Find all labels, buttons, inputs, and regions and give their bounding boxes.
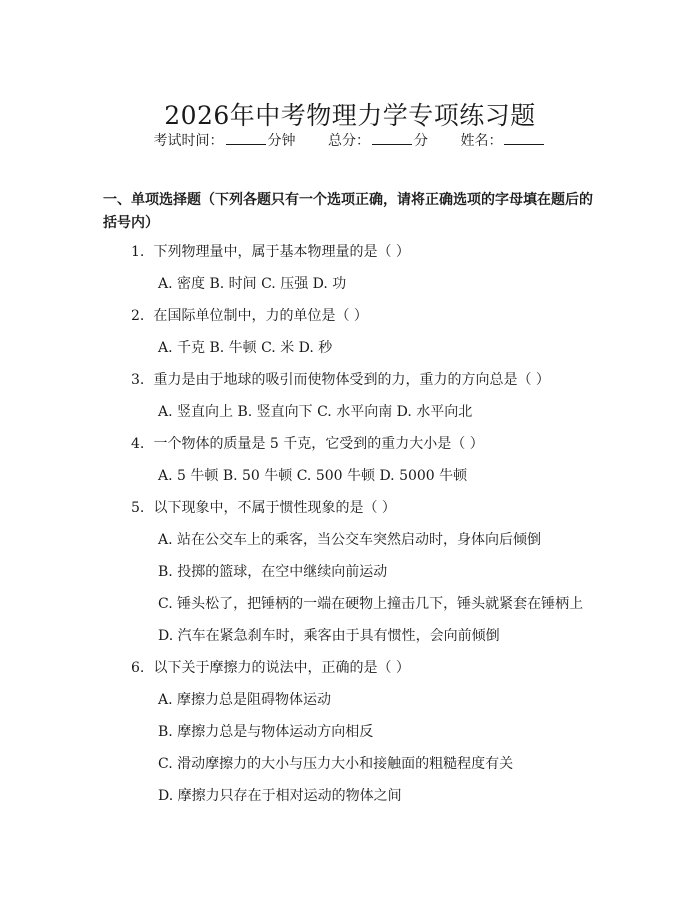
question-2 [131,306,368,326]
question-2-options: A. 千克 B. 牛顿 C. 米 D. 秒 [158,340,333,356]
question-3 [131,370,550,390]
question-4-options: A. 5 牛顿 B. 50 牛顿 C. 500 牛顿 D. 5000 牛顿 [158,468,468,484]
exam-time-label: 考试时间： [153,133,224,149]
question-5-option-a: A. 站在公交车上的乘客，当公交车突然启动时，身体向后倾倒 [158,532,542,548]
question-5-option-c: C. 锤头松了，把锤柄的一端在硬物上撞击几下，锤头就紧套在锤柄上 [158,596,584,612]
total-score-field [328,133,432,149]
section-heading-multiple-choice: 一、单项选择题（下列各题只有一个选项正确，请将正确选项的字母填在题后的括号内） [103,192,593,231]
question-5 [131,498,396,518]
question-text: 以下关于摩擦力的说法中，正确的是（ ） [153,660,410,676]
exam-time-field [154,133,300,149]
question-number: 5. [131,500,145,516]
student-name-field [460,133,546,149]
question-5-option-b: B. 投掷的篮球，在空中继续向前运动 [158,564,388,580]
question-number: 2. [131,308,145,324]
student-name-label: 姓名： [460,133,503,149]
question-text: 一个物体的质量是 5 千克，它受到的重力大小是（ ） [153,436,484,452]
question-6-option-b: B. 摩擦力总是与物体运动方向相反 [158,724,374,740]
total-score-unit: 分 [414,133,428,149]
question-6-option-a: A. 摩擦力总是阻碍物体运动 [158,692,332,708]
question-text: 在国际单位制中，力的单位是（ ） [153,308,368,324]
question-text: 以下现象中，不属于惯性现象的是（ ） [153,500,396,516]
question-6-option-d: D. 摩擦力只存在于相对运动的物体之间 [158,788,402,804]
question-number: 3. [131,372,145,388]
question-5-option-d: D. 汽车在紧急刹车时，乘客由于具有惯性，会向前倾倒 [158,628,500,644]
question-1 [131,242,410,262]
document-title: 2026年中考物理力学专项练习题 [164,100,536,130]
question-1-options: A. 密度 B. 时间 C. 压强 D. 功 [158,276,347,292]
total-score-blank [372,130,412,145]
question-4 [131,434,484,454]
exam-time-blank [226,130,266,145]
question-number: 1. [131,244,145,260]
exam-meta-line [0,130,700,151]
question-text: 重力是由于地球的吸引而使物体受到的力，重力的方向总是（ ） [153,372,550,388]
question-text: 下列物理量中，属于基本物理量的是（ ） [153,244,410,260]
question-number: 6. [131,660,145,676]
question-3-options: A. 竖直向上 B. 竖直向下 C. 水平向南 D. 水平向北 [158,404,473,420]
question-6-option-c: C. 滑动摩擦力的大小与压力大小和接触面的粗糙程度有关 [158,756,514,772]
question-number: 4. [131,436,145,452]
student-name-blank [504,130,544,145]
exam-time-unit: 分钟 [267,133,296,149]
total-score-label: 总分： [328,133,370,149]
question-6 [131,658,410,678]
